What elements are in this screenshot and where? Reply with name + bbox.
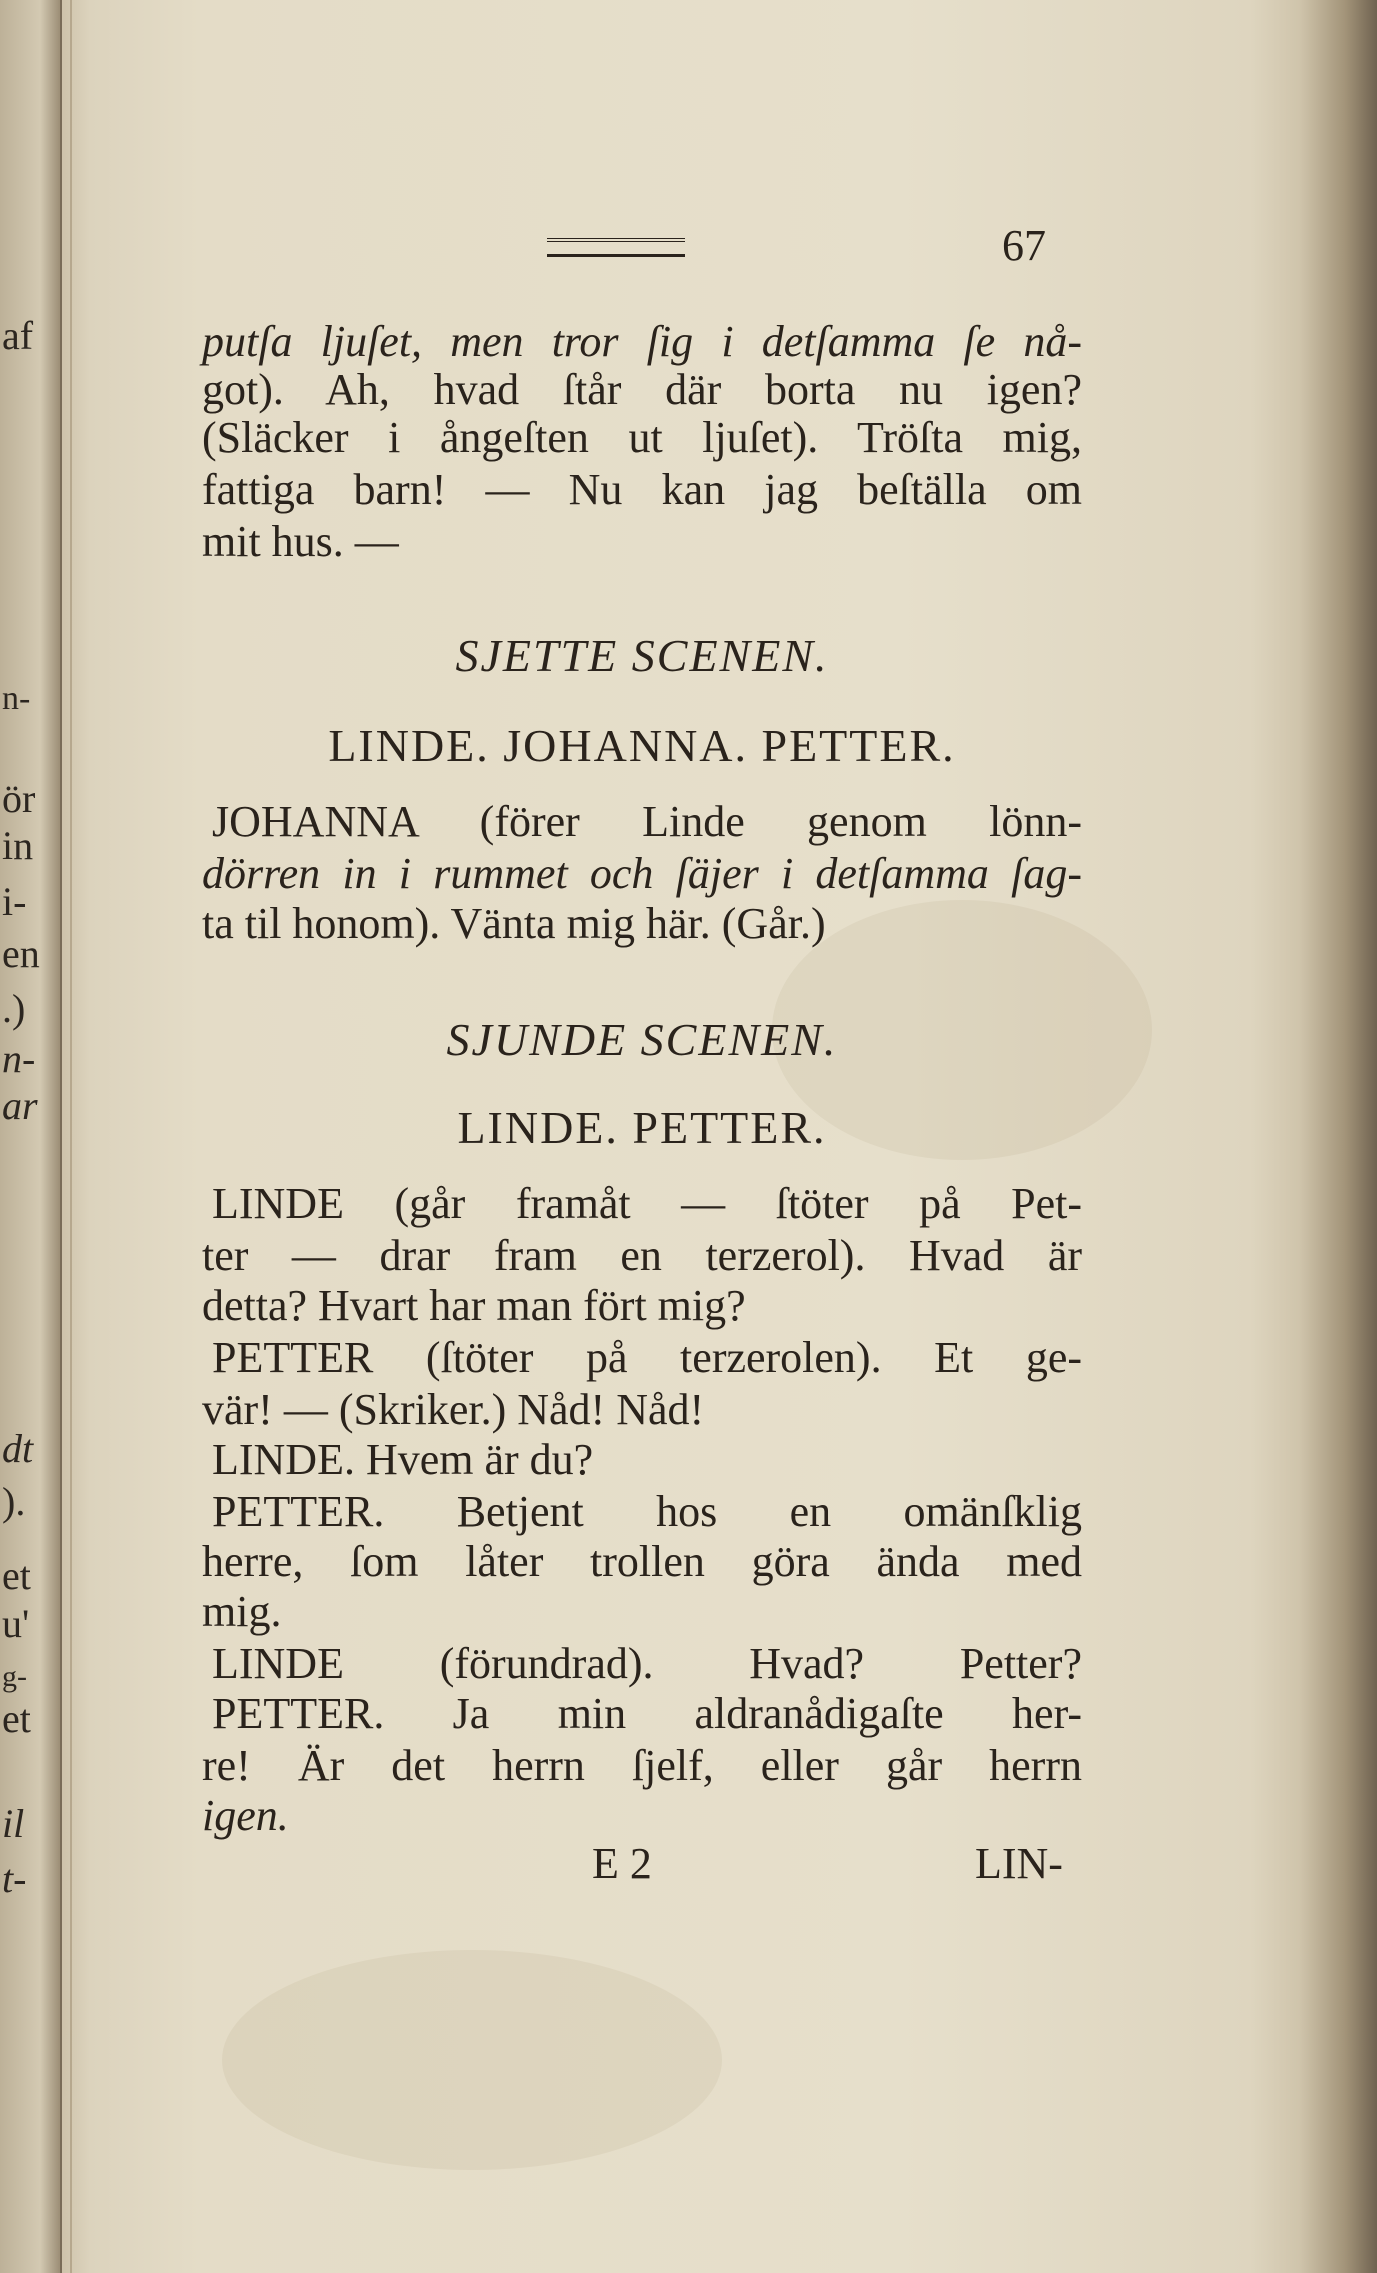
catchword: LIN- xyxy=(975,1839,1063,1888)
text-line: ta til honom). Vänta mig här. (Går.) xyxy=(202,899,826,948)
prev-page-fragment: u' xyxy=(2,1601,30,1646)
text-line: ter — drar fram en terzerol). Hvad är xyxy=(202,1231,1082,1280)
text-line: vär! — (Skriker.) Nåd! Nåd! xyxy=(202,1385,705,1434)
prev-page-fragment: t- xyxy=(2,1856,27,1901)
previous-page-edge xyxy=(0,0,62,2273)
prev-page-fragment: in xyxy=(2,823,34,868)
text-line: PETTER. Betjent hos en omänſklig xyxy=(212,1487,1082,1536)
text-line: putſa ljuſet, men tror ſig i detſamma ſe nå- xyxy=(202,317,1082,366)
prev-page-fragment: i- xyxy=(2,879,27,924)
prev-page-fragment: ör xyxy=(2,776,36,821)
prev-page-fragment: ar xyxy=(2,1083,38,1128)
character-list: LINDE. JOHANNA. PETTER. xyxy=(328,720,956,771)
scene-heading: SJUNDE SCENEN. xyxy=(446,1014,838,1065)
text-line: LINDE (går framåt — ſtöter på Pet- xyxy=(212,1179,1082,1228)
prev-page-fragment: n- xyxy=(2,680,31,717)
scene-heading: SJETTE SCENEN. xyxy=(455,630,829,681)
page-number: 67 xyxy=(1002,221,1046,270)
text-line: PETTER. Ja min aldranådigaſte her- xyxy=(212,1689,1082,1738)
text-line: mig. xyxy=(202,1587,282,1636)
text-line: fattiga barn! — Nu kan jag beſtälla om xyxy=(202,465,1082,514)
header-rule xyxy=(547,238,685,257)
text-line: JOHANNA (förer Linde genom lönn- xyxy=(212,797,1082,846)
text-line: igen. xyxy=(202,1791,289,1840)
prev-page-fragment: .) xyxy=(2,986,26,1031)
prev-page-fragment: g- xyxy=(2,1660,27,1693)
character-list: LINDE. PETTER. xyxy=(457,1102,827,1153)
prev-page-fragment: et xyxy=(2,1553,31,1598)
text-line: herre, ſom låter trollen göra ända med xyxy=(202,1537,1082,1586)
book-page xyxy=(70,0,1297,2273)
text-line: LINDE (förundrad). Hvad? Petter? xyxy=(212,1639,1082,1688)
text-line: got). Ah, hvad ſtår där borta nu igen? xyxy=(202,365,1082,414)
text-line: PETTER (ſtöter på terzerolen). Et ge- xyxy=(212,1333,1082,1382)
prev-page-fragment: n- xyxy=(2,1036,36,1081)
text-line: re! Är det herrn ſjelf, eller går herrn xyxy=(202,1741,1082,1790)
prev-page-fragment: et xyxy=(2,1696,31,1741)
prev-page-fragment: ). xyxy=(2,1479,26,1524)
text-line: (Släcker i ångeſten ut ljuſet). Tröſta mig, xyxy=(202,413,1082,462)
text-line: LINDE. Hvem är du? xyxy=(212,1435,594,1484)
prev-page-fragment: en xyxy=(2,931,40,976)
paper-stain xyxy=(222,1950,722,2170)
prev-page-fragment: dt xyxy=(2,1426,34,1471)
text-line: dörren in i rummet och ſäjer i detſamma ſag- xyxy=(202,849,1082,898)
text-line: mit hus. — xyxy=(202,517,399,566)
prev-page-fragment: il xyxy=(2,1801,25,1846)
prev-page-fragment: af xyxy=(2,313,34,358)
text-line: detta? Hvart har man fört mig? xyxy=(202,1281,746,1330)
signature-mark: E 2 xyxy=(592,1839,652,1888)
